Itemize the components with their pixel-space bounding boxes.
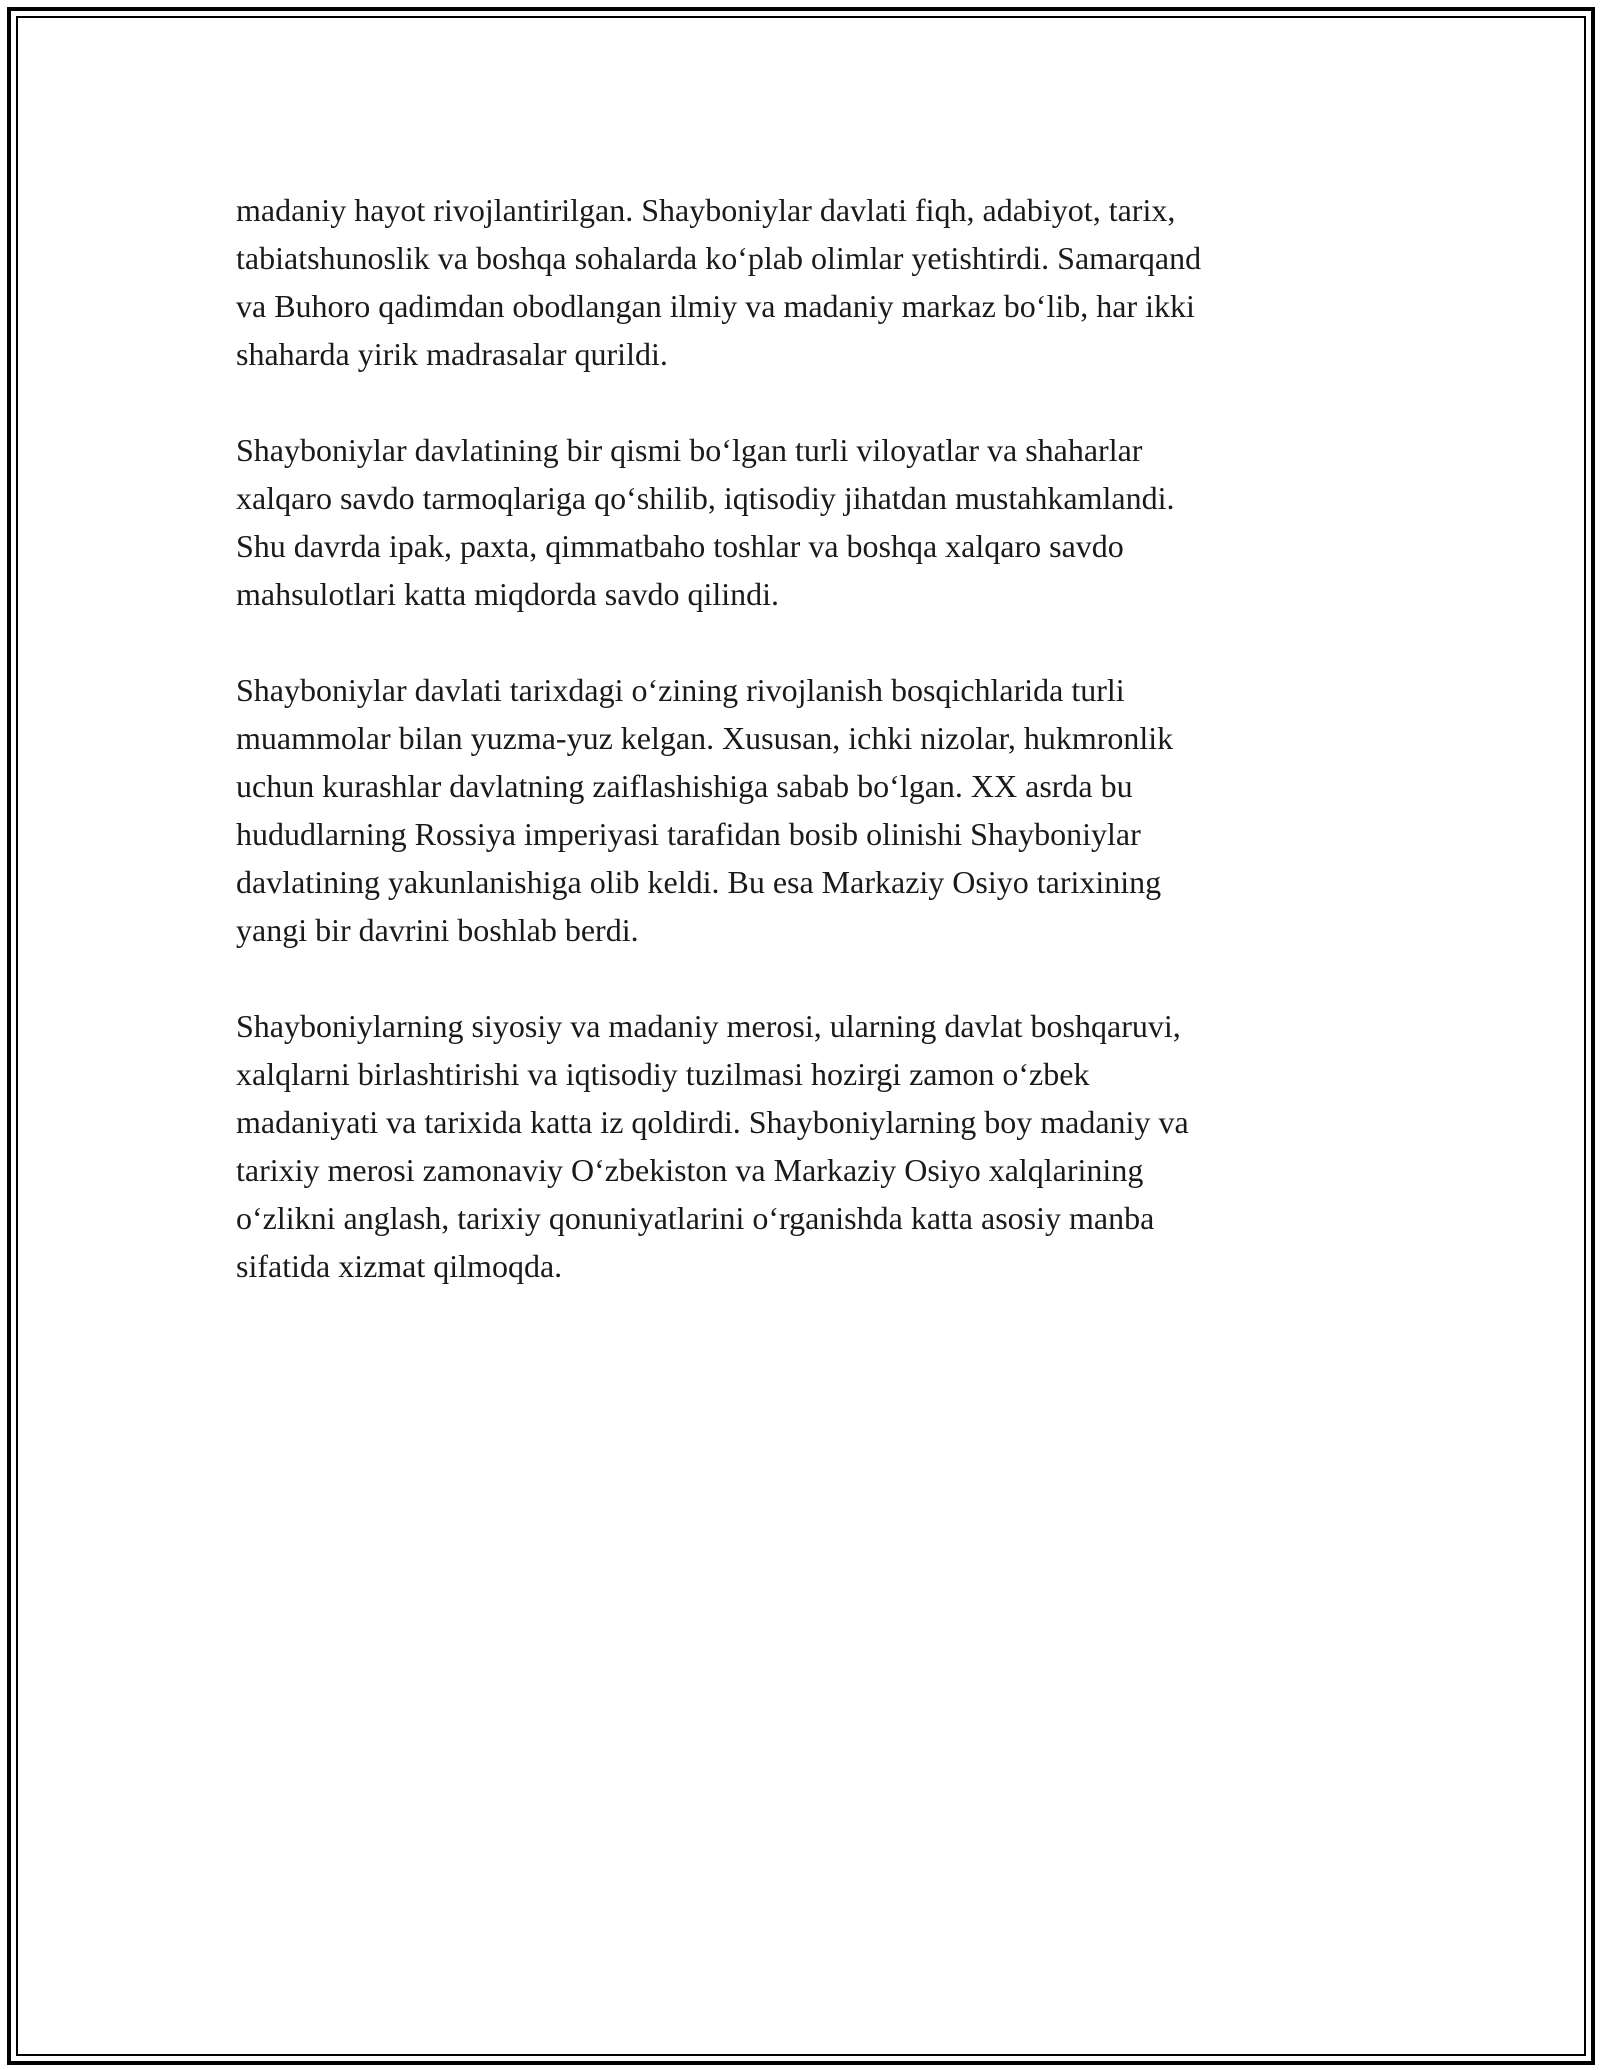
text-line: hududlarning Rossiya imperiyasi tarafidan bosib olinishi Shayboniylar [236, 816, 1141, 852]
text-line: Shu davrda ipak, paxta, qimmatbaho toshlar va boshqa xalqaro savdo [236, 528, 1124, 564]
text-line: madaniy hayot rivojlantirilgan. Shayboniylar davlati fiqh, adabiyot, tarix, [236, 192, 1176, 228]
text-line: tarixiy merosi zamonaviy O‘zbekiston va Markaziy Osiyo xalqlarining [236, 1152, 1144, 1188]
text-line: Shayboniylarning siyosiy va madaniy merosi, ularning davlat boshqaruvi, [236, 1008, 1181, 1044]
text-line: yangi bir davrini boshlab berdi. [236, 912, 639, 948]
paragraph-3 [236, 666, 1366, 954]
text-line: sifatida xizmat qilmoqda. [236, 1248, 563, 1284]
text-line: shaharda yirik madrasalar qurildi. [236, 336, 668, 372]
text-line: va Buhoro qadimdan obodlangan ilmiy va madaniy markaz bo‘lib, har ikki [236, 288, 1195, 324]
text-line: xalqaro savdo tarmoqlariga qo‘shilib, iqtisodiy jihatdan mustahkamlandi. [236, 480, 1175, 516]
text-line: o‘zlikni anglash, tarixiy qonuniyatlarini o‘rganishda katta asosiy manba [236, 1200, 1155, 1236]
paragraph-4 [236, 1002, 1366, 1290]
text-line: tabiatshunoslik va boshqa sohalarda ko‘plab olimlar yetishtirdi. Samarqand [236, 240, 1202, 276]
text-line: muammolar bilan yuzma-yuz kelgan. Xususan, ichki nizolar, hukmronlik [236, 720, 1174, 756]
text-line: xalqlarni birlashtirishi va iqtisodiy tuzilmasi hozirgi zamon o‘zbek [236, 1056, 1090, 1092]
document-body [236, 186, 1366, 1338]
paragraph-2 [236, 426, 1366, 618]
text-line: Shayboniylar davlati tarixdagi o‘zining rivojlanish bosqichlarida turli [236, 672, 1125, 708]
text-line: davlatining yakunlanishiga olib keldi. Bu esa Markaziy Osiyo tarixining [236, 864, 1162, 900]
text-line: uchun kurashlar davlatning zaiflashishiga sabab bo‘lgan. XX asrda bu [236, 768, 1133, 804]
paragraph-1 [236, 186, 1366, 378]
text-line: mahsulotlari katta miqdorda savdo qilindi. [236, 576, 780, 612]
text-line: Shayboniylar davlatining bir qismi bo‘lgan turli viloyatlar va shaharlar [236, 432, 1143, 468]
text-line: madaniyati va tarixida katta iz qoldirdi. Shayboniylarning boy madaniy va [236, 1104, 1189, 1140]
